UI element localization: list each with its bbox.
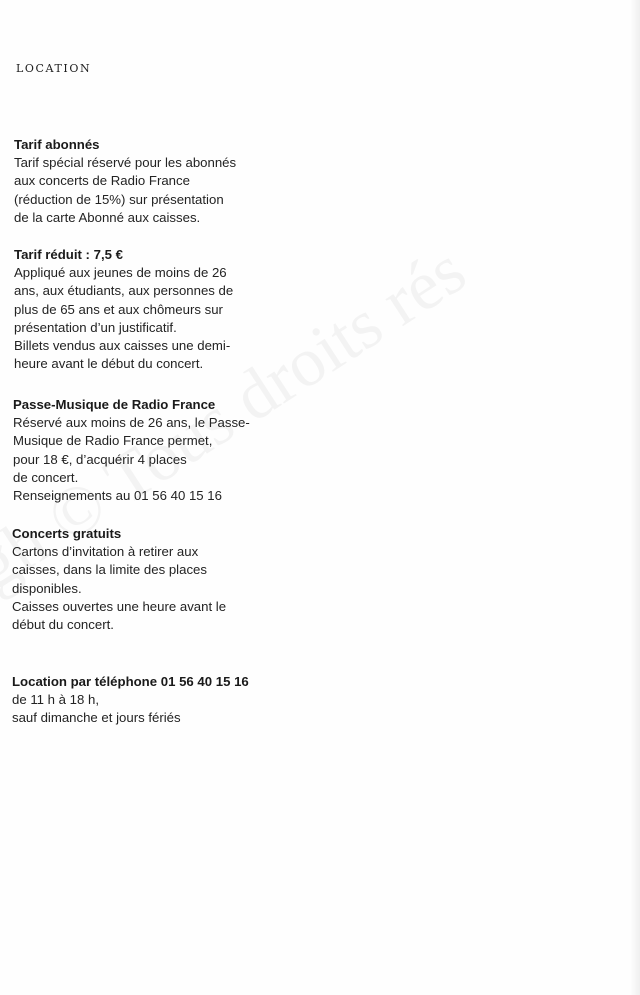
section-text-line: Cartons d’invitation à retirer aux [12,544,199,560]
section-heading: Tarif réduit : 7,5 € [14,247,123,262]
section-tarif-abonnes [14,136,236,227]
page-title: LOCATION [16,62,92,75]
section-heading: Passe-Musique de Radio France [13,397,216,412]
section-text-line: Musique de Radio France permet, [13,433,213,449]
section-text-line: de 11 h à 18 h, [12,692,100,708]
section-text-line: ans, aux étudiants, aux personnes de [14,283,234,299]
page-edge-shadow [630,0,640,995]
section-text-line: heure avant le début du concert. [14,356,204,372]
section-text-line: (réduction de 15%) sur présentation [14,191,224,207]
section-text-line: sauf dimanche et jours fériés [12,710,181,726]
section-text-line: disponibles. [12,580,82,596]
section-text-line: Renseignements au 01 56 40 15 16 [13,488,222,504]
section-text-line: Caisses ouvertes une heure avant le [12,598,227,614]
section-heading: Concerts gratuits [12,526,122,541]
section-text-line: de la carte Abonné aux caisses. [14,209,201,225]
section-text-line: présentation d’un justificatif. [14,319,177,335]
section-text-line: Billets vendus aux caisses une demi- [14,338,231,354]
section-text-line: Réservé aux moins de 26 ans, le Passe- [13,415,250,431]
section-passe-musique [13,396,250,505]
section-heading: Location par téléphone 01 56 40 15 16 [12,674,249,689]
section-concerts-gratuits [12,525,226,634]
section-heading: Tarif abonnés [14,137,100,152]
section-text-line: début du concert. [12,617,114,633]
section-tarif-reduit [14,246,233,373]
section-location-telephone [12,673,249,728]
section-text-line: Appliqué aux jeunes de moins de 26 [14,265,227,281]
section-text-line: aux concerts de Radio France [14,173,190,189]
section-text-line: de concert. [13,469,79,485]
section-text-line: Tarif spécial réservé pour les abonnés [14,155,237,171]
section-text-line: caisses, dans la limite des places [12,562,207,578]
section-text-line: pour 18 €, d’acquérir 4 places [13,451,187,467]
section-text-line: plus de 65 ans et aux chômeurs sur [14,301,223,317]
